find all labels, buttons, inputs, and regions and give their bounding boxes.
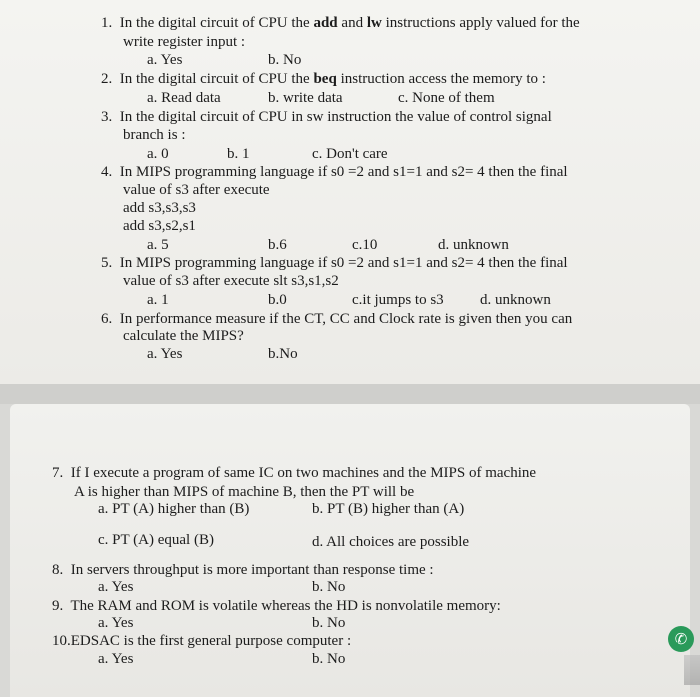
question-4-line-1: 4. In MIPS programming language if s0 =2 and s1=1 and s2= 4 then the final	[101, 164, 568, 180]
question-10-option-a: a. Yes	[98, 651, 134, 667]
question-9-option-b: b. No	[312, 615, 346, 631]
question-7-option-b: b. PT (B) higher than (A)	[312, 501, 465, 517]
question-6-option-b: b.No	[268, 346, 298, 362]
question-4-option-a: a. 5	[147, 237, 169, 253]
question-3-option-c: c. Don't care	[312, 146, 388, 162]
question-5-option-c: c.it jumps to s3	[352, 292, 444, 308]
question-4-code-1: add s3,s3,s3	[123, 200, 196, 216]
question-8-line-1: 8. In servers throughput is more important than response time :	[52, 562, 434, 578]
question-9-line-1: 9. The RAM and ROM is volatile whereas the HD is nonvolatile memory:	[52, 598, 501, 614]
question-8-option-b: b. No	[312, 579, 346, 595]
question-6-line-2: calculate the MIPS?	[123, 328, 244, 344]
question-6-line-1: 6. In performance measure if the CT, CC and Clock rate is given then you can	[101, 311, 573, 327]
question-4-option-c: c.10	[352, 237, 378, 253]
question-5-option-b: b.0	[268, 292, 287, 308]
question-6-option-a: a. Yes	[147, 346, 183, 362]
question-2-option-b: b. write data	[268, 90, 343, 106]
question-3-option-a: a. 0	[147, 146, 169, 162]
question-1-option-b: b. No	[268, 52, 302, 68]
question-4-code-2: add s3,s2,s1	[123, 218, 196, 234]
question-4-option-b: b.6	[268, 237, 287, 253]
question-10-option-b: b. No	[312, 651, 346, 667]
question-8-option-a: a. Yes	[98, 579, 134, 595]
question-5-option-a: a. 1	[147, 292, 169, 308]
edge-sticker	[684, 655, 700, 685]
question-7-option-a: a. PT (A) higher than (B)	[98, 501, 250, 517]
question-5-option-d: d. unknown	[480, 292, 551, 308]
question-4-line-2: value of s3 after execute	[123, 182, 270, 198]
question-3-option-b: b. 1	[227, 146, 250, 162]
question-7-line-2: A is higher than MIPS of machine B, then the PT will be	[74, 484, 415, 500]
question-3-line-1: 3. In the digital circuit of CPU in sw instruction the value of control signal	[101, 109, 552, 125]
sheet-gap	[0, 384, 700, 404]
question-2-option-a: a. Read data	[147, 90, 221, 106]
question-3-line-2: branch is :	[123, 127, 186, 143]
question-9-option-a: a. Yes	[98, 615, 134, 631]
question-7-option-d: d. All choices are possible	[312, 534, 470, 550]
question-7-option-c: c. PT (A) equal (B)	[98, 532, 214, 548]
question-1-option-a: a. Yes	[147, 52, 183, 68]
question-4-option-d: d. unknown	[438, 237, 509, 253]
question-1-line-1: 1. In the digital circuit of CPU the add and lw instructions apply valued for the	[101, 15, 580, 31]
question-7-line-1: 7. If I execute a program of same IC on two machines and the MIPS of machine	[52, 465, 537, 481]
question-2-option-c: c. None of them	[398, 90, 495, 106]
question-2-line-1: 2. In the digital circuit of CPU the beq instruction access the memory to :	[101, 71, 546, 87]
whatsapp-icon[interactable]: ✆	[668, 626, 694, 652]
question-1-line-2: write register input :	[123, 34, 246, 50]
question-5-line-2: value of s3 after execute slt s3,s1,s2	[123, 273, 339, 289]
question-5-line-1: 5. In MIPS programming language if s0 =2 and s1=1 and s2= 4 then the final	[101, 255, 568, 271]
question-10-line-1: 10.EDSAC is the first general purpose computer :	[52, 633, 352, 649]
